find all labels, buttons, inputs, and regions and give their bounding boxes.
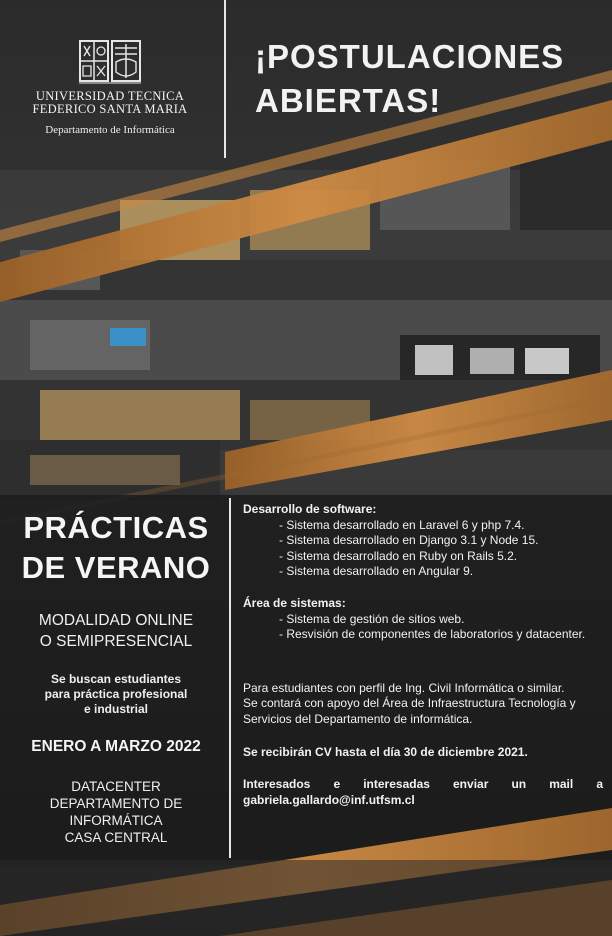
sistemas-section-title: Área de sistemas: — [243, 595, 346, 610]
software-item: - Sistema desarrollado en Ruby on Rails 5.2. — [279, 548, 518, 563]
headline-line2: ABIERTAS! — [255, 82, 442, 119]
software-item: - Sistema desarrollado en Laravel 6 y php 7.4. — [279, 517, 525, 532]
title-line2: DE VERANO — [21, 550, 211, 585]
contact-email[interactable]: gabriela.gallardo@inf.utfsm.cl — [243, 792, 415, 807]
sistemas-item: - Resvisión de componentes de laboratorios y datacenter. — [279, 627, 586, 642]
perfil-line2: Se contará con apoyo del Área de Infraestructura Tecnología y — [243, 696, 576, 711]
location-line3: INFORMÁTICA — [69, 813, 163, 828]
headline-line1: ¡POSTULACIONES — [255, 38, 565, 75]
perfil-line1: Para estudiantes con perfil de Ing. Civil Informática o similar. — [243, 680, 565, 695]
buscan-line1: Se buscan estudiantes — [50, 672, 182, 686]
software-item: - Sistema desarrollado en Angular 9. — [279, 564, 474, 579]
location-line1: DATACENTER — [71, 779, 161, 794]
location-line4: CASA CENTRAL — [64, 830, 168, 845]
column-divider — [229, 498, 231, 858]
sistemas-item: - Sistema de gestión de sitios web. — [279, 611, 465, 626]
perfil-line3: Servicios del Departamento de informática. — [243, 711, 473, 726]
modalidad-line2: O SEMIPRESENCIAL — [39, 633, 193, 650]
modalidad — [12, 610, 220, 652]
header-divider — [224, 0, 226, 158]
university-name-line2: FEDERICO SANTA MARIA — [32, 102, 188, 116]
software-section-title: Desarrollo de software: — [243, 502, 377, 516]
university-crest-icon — [79, 40, 141, 84]
headline — [255, 35, 595, 123]
software-item: - Sistema desarrollado en Django 3.1 y Node 15. — [279, 533, 539, 548]
contact-line: Interesados e interesadas enviar un mail a — [243, 777, 603, 792]
right-column — [243, 502, 603, 808]
location — [12, 778, 220, 846]
title-line1: PRÁCTICAS — [23, 510, 209, 545]
buscan-line2: para práctica profesional — [44, 687, 188, 701]
cv-deadline: Se recibirán CV hasta el día 30 de diciembre 2021. — [243, 744, 528, 759]
department-name: Departamento de Informática — [45, 124, 175, 136]
date-range: ENERO A MARZO 2022 — [31, 738, 201, 755]
university-name-line1: UNIVERSIDAD TECNICA — [35, 89, 185, 103]
university-logo — [20, 40, 200, 136]
buscan-text — [12, 672, 220, 717]
left-column — [12, 508, 220, 846]
location-line2: DEPARTAMENTO DE — [49, 796, 183, 811]
modalidad-line1: MODALIDAD ONLINE — [38, 612, 194, 629]
buscan-line3: e industrial — [83, 702, 148, 716]
